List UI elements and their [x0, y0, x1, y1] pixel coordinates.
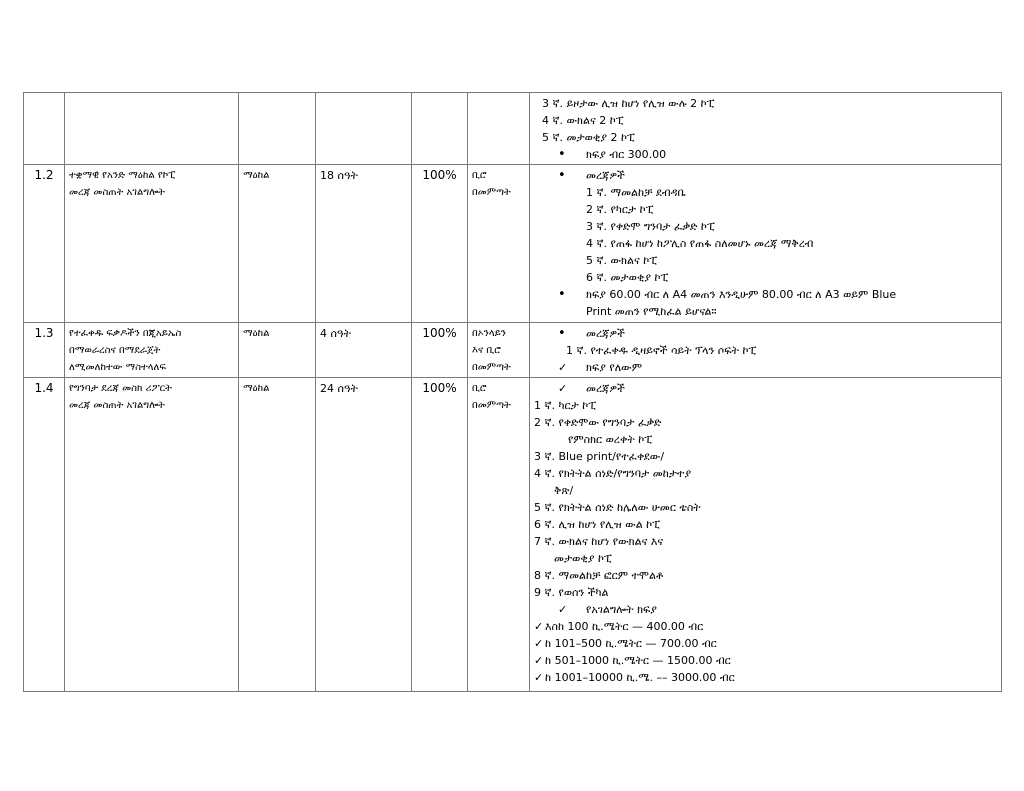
requirement-item: 1 ኛ. ካርታ ኮፒ — [534, 399, 597, 412]
requirement-item: 3 ኛ. የቀድሞ ግንባታ ፈቃድ ኮፒ — [586, 220, 715, 233]
requirement-item: የምስክር ወረቀት ኮፒ — [568, 433, 653, 446]
requirements-header: • መረጃዎች — [534, 167, 997, 184]
fee-item: ✓ ክፍያ የለውም — [534, 359, 997, 376]
requirements-header: • መረጃዎች — [534, 325, 997, 342]
requirement-item: መታወቂያ ኮፒ — [554, 552, 612, 565]
fee-header: ✓ የአገልግሎት ክፍያ — [534, 601, 997, 618]
requirements-cell — [530, 323, 1002, 378]
requirement-item: 3 ኛ. Blue print/የተፈቀደው/ — [534, 450, 665, 463]
table-row — [24, 323, 1002, 378]
requirement-item: 4 ኛ. ውክልና 2 ኮፒ — [542, 114, 624, 127]
fee-item: ✓ ከ 101–500 ኪ.ሜትር — 700.00 ብር — [534, 635, 997, 652]
mode-cell — [468, 378, 530, 692]
service-name: ተቋማዊ የአንድ ማዕከል የኮፒ — [69, 170, 176, 181]
mode-text: ቢሮ — [472, 383, 487, 394]
requirement-item: 1 ኛ. ማመልከቻ ደብዳቤ — [586, 186, 686, 199]
delivery-cell: ማዕከል — [239, 378, 316, 692]
time-cell: 24 ሰዓት — [316, 378, 412, 692]
requirement-item: 8 ኛ. ማመልከቻ ፎርም ተሞልቶ — [534, 569, 664, 582]
mode-text: በመምጣት — [472, 187, 511, 198]
row-number: 1.4 — [24, 378, 65, 692]
percent-cell: 100% — [412, 323, 468, 378]
service-name: ለሚመለከተው ማስተላለፍ — [69, 362, 167, 373]
row-number-cell — [24, 93, 65, 165]
requirement-item: 7 ኛ. ውክልና ከሆነ የውክልና እና — [534, 535, 664, 548]
requirements-cell — [530, 378, 1002, 692]
requirements-cell — [530, 93, 1002, 165]
fee-item: ✓ እስከ 100 ኪ.ሜትር — 400.00 ብር — [534, 618, 997, 635]
percent-cell: 100% — [412, 378, 468, 692]
fee-item: Print መጠን የሚከፈል ይሆናል። — [586, 305, 717, 318]
mode-cell — [468, 93, 530, 165]
requirement-item: 5 ኛ. ውክልና ኮፒ — [586, 254, 658, 267]
requirements-cell — [530, 165, 1002, 323]
service-name: የግንባታ ደረጃ መስክ ሪፖርት — [69, 383, 172, 394]
requirement-item: 4 ኛ. የጠፋ ከሆነ ከፖሊስ የጠፋ ስለመሆኑ መረጃ ማቅረብ — [586, 237, 814, 250]
percent-cell — [412, 93, 468, 165]
fee-item: • ክፍያ ብር 300.00 — [534, 146, 997, 163]
percent-cell: 100% — [412, 165, 468, 323]
service-cell — [65, 93, 239, 165]
mode-cell — [468, 323, 530, 378]
row-number: 1.2 — [24, 165, 65, 323]
mode-text: በኦንላይን — [472, 328, 507, 339]
service-name: የተፈቀዱ ፍቃዶችን በጂአይኤስ — [69, 328, 182, 339]
requirement-item: 2 ኛ. የካርታ ኮፒ — [586, 203, 654, 216]
requirement-item: 4 ኛ. የክትትል ሰነድ/የግንባታ መከታተያ — [534, 467, 692, 480]
requirements-header: ✓ መረጃዎች — [534, 380, 997, 397]
service-cell — [65, 165, 239, 323]
delivery-cell: ማዕከል — [239, 165, 316, 323]
fee-item: • ክፍያ 60.00 ብር ለ A4 መጠን እንዲሁም 80.00 ብር ለ A3 ወይም Blue — [534, 286, 997, 303]
table-row — [24, 378, 1002, 692]
requirement-item: 6 ኛ. ሊዝ ከሆነ የሊዝ ውል ኮፒ — [534, 518, 660, 531]
mode-text: እና ቢሮ — [472, 345, 501, 356]
row-number: 1.3 — [24, 323, 65, 378]
mode-text: በመምጣት — [472, 400, 511, 411]
fee-item: ✓ ከ 1001–10000 ኪ.ሜ. –– 3000.00 ብር — [534, 669, 997, 686]
services-table — [23, 92, 1002, 692]
time-cell: 4 ሰዓት — [316, 323, 412, 378]
mode-cell — [468, 165, 530, 323]
service-name: መረጃ መስጠት አገልግሎት — [69, 400, 165, 411]
requirement-item: 3 ኛ. ይዞታው ሊዝ ከሆነ የሊዝ ውሉ 2 ኮፒ — [542, 97, 715, 110]
mode-text: ቢሮ — [472, 170, 487, 181]
time-cell — [316, 93, 412, 165]
requirement-item: 2 ኛ. የቀድሞው የግንባታ ፈቃድ — [534, 416, 662, 429]
requirement-item: 5 ኛ. መታወቂያ 2 ኮፒ — [542, 131, 635, 144]
table-row — [24, 93, 1002, 165]
fee-item: ✓ ከ 501–1000 ኪ.ሜትር — 1500.00 ብር — [534, 652, 997, 669]
service-name: መረጃ መስጠት አገልግሎት — [69, 187, 165, 198]
time-cell: 18 ሰዓት — [316, 165, 412, 323]
mode-text: በመምጣት — [472, 362, 511, 373]
requirement-item: ቅጽ/ — [554, 484, 574, 497]
delivery-cell: ማዕከል — [239, 323, 316, 378]
table-row — [24, 165, 1002, 323]
service-cell — [65, 378, 239, 692]
requirement-item: 9 ኛ. የወሰን ችካል — [534, 586, 609, 599]
requirement-item: 5 ኛ. የክትትል ሰነድ ከሌለው ሁመር ቴስት — [534, 501, 701, 514]
requirement-item: 1 ኛ. የተፈቀዱ ዲዛይኖች ሳይት ፕላን ሶፍት ኮፒ — [566, 344, 757, 357]
requirement-item: 6 ኛ. መታወቂያ ኮፒ — [586, 271, 669, 284]
service-name: በማወራረስና በማደራጀት — [69, 345, 161, 356]
delivery-cell — [239, 93, 316, 165]
service-cell — [65, 323, 239, 378]
